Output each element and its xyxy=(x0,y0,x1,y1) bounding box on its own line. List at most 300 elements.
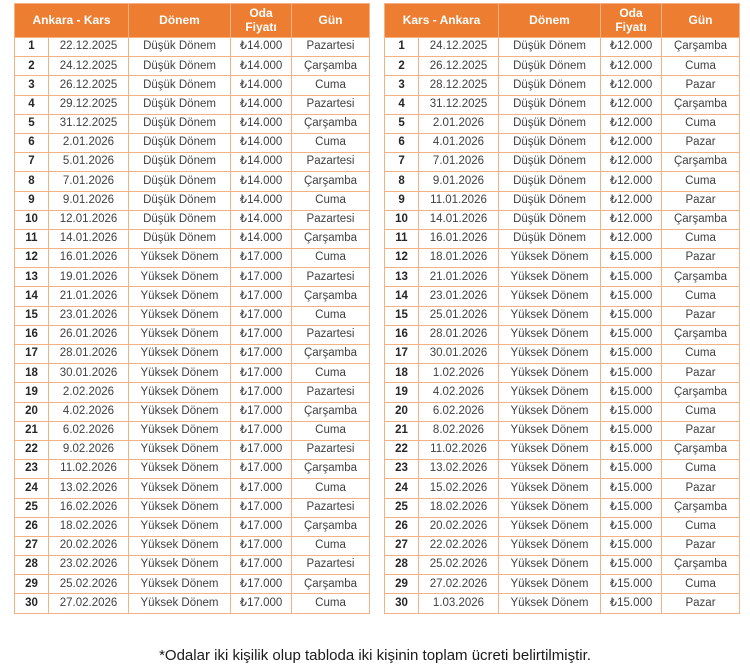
table-row xyxy=(385,479,740,498)
period-cell: Düşük Dönem xyxy=(499,153,601,172)
row-number-cell: 9 xyxy=(385,191,419,210)
day-cell: Cuma xyxy=(292,536,370,555)
price-cell: ₺12.000 xyxy=(601,210,662,229)
day-cell: Çarşamba xyxy=(292,402,370,421)
date-cell: 15.02.2026 xyxy=(419,479,499,498)
date-cell: 25.01.2026 xyxy=(419,306,499,325)
date-cell: 12.01.2026 xyxy=(49,210,129,229)
period-cell: Yüksek Dönem xyxy=(499,517,601,536)
day-cell: Pazar xyxy=(662,191,740,210)
route-header: Ankara - Kars xyxy=(15,4,129,38)
row-number-cell: 14 xyxy=(385,287,419,306)
row-number-cell: 13 xyxy=(15,268,49,287)
table-body xyxy=(15,38,370,614)
period-cell: Yüksek Dönem xyxy=(129,306,231,325)
date-cell: 20.02.2026 xyxy=(419,517,499,536)
row-number-cell: 23 xyxy=(15,460,49,479)
date-cell: 2.02.2026 xyxy=(49,383,129,402)
date-cell: 25.02.2026 xyxy=(49,575,129,594)
date-cell: 26.12.2025 xyxy=(49,76,129,95)
row-number-cell: 25 xyxy=(15,498,49,517)
price-cell: ₺12.000 xyxy=(601,38,662,57)
day-header: Gün xyxy=(662,4,740,38)
day-cell: Pazartesi xyxy=(292,268,370,287)
date-cell: 18.02.2026 xyxy=(49,517,129,536)
day-cell: Çarşamba xyxy=(292,114,370,133)
row-number-cell: 20 xyxy=(15,402,49,421)
price-cell: ₺15.000 xyxy=(601,556,662,575)
table-row xyxy=(385,114,740,133)
row-number-cell: 15 xyxy=(15,306,49,325)
row-number-cell: 12 xyxy=(15,249,49,268)
row-number-cell: 8 xyxy=(385,172,419,191)
date-cell: 26.12.2025 xyxy=(419,57,499,76)
day-cell: Çarşamba xyxy=(662,556,740,575)
day-cell: Pazar xyxy=(662,594,740,613)
period-cell: Düşük Dönem xyxy=(499,229,601,248)
price-cell: ₺12.000 xyxy=(601,133,662,152)
date-cell: 6.02.2026 xyxy=(419,402,499,421)
row-number-cell: 26 xyxy=(15,517,49,536)
period-cell: Yüksek Dönem xyxy=(499,364,601,383)
day-cell: Pazartesi xyxy=(292,210,370,229)
period-cell: Yüksek Dönem xyxy=(499,287,601,306)
price-cell: ₺15.000 xyxy=(601,383,662,402)
table-row xyxy=(15,210,370,229)
table-row xyxy=(15,440,370,459)
day-cell: Pazar xyxy=(662,249,740,268)
day-cell: Çarşamba xyxy=(662,268,740,287)
date-cell: 2.01.2026 xyxy=(419,114,499,133)
day-cell: Pazartesi xyxy=(292,383,370,402)
day-cell: Pazartesi xyxy=(292,95,370,114)
period-cell: Yüksek Dönem xyxy=(129,517,231,536)
row-number-cell: 6 xyxy=(385,133,419,152)
row-number-cell: 29 xyxy=(385,575,419,594)
date-cell: 24.12.2025 xyxy=(49,57,129,76)
price-cell: ₺15.000 xyxy=(601,345,662,364)
row-number-cell: 22 xyxy=(15,440,49,459)
price-cell: ₺15.000 xyxy=(601,249,662,268)
day-cell: Cuma xyxy=(292,306,370,325)
date-cell: 6.02.2026 xyxy=(49,421,129,440)
row-number-cell: 16 xyxy=(385,325,419,344)
row-number-cell: 23 xyxy=(385,460,419,479)
row-number-cell: 21 xyxy=(385,421,419,440)
day-cell: Çarşamba xyxy=(662,153,740,172)
date-cell: 8.02.2026 xyxy=(419,421,499,440)
day-cell: Cuma xyxy=(292,133,370,152)
day-cell: Cuma xyxy=(292,594,370,613)
table-row xyxy=(385,383,740,402)
price-cell: ₺15.000 xyxy=(601,460,662,479)
period-cell: Yüksek Dönem xyxy=(129,536,231,555)
table-row xyxy=(15,38,370,57)
row-number-cell: 15 xyxy=(385,306,419,325)
price-cell: ₺12.000 xyxy=(601,57,662,76)
row-number-cell: 18 xyxy=(385,364,419,383)
table-row xyxy=(15,191,370,210)
period-cell: Yüksek Dönem xyxy=(499,556,601,575)
date-cell: 28.12.2025 xyxy=(419,76,499,95)
price-cell: ₺15.000 xyxy=(601,575,662,594)
route-header: Kars - Ankara xyxy=(385,4,499,38)
day-cell: Cuma xyxy=(662,345,740,364)
table-row xyxy=(15,556,370,575)
period-cell: Yüksek Dönem xyxy=(499,345,601,364)
table-row xyxy=(385,268,740,287)
price-cell: ₺14.000 xyxy=(231,229,292,248)
day-cell: Cuma xyxy=(292,479,370,498)
price-cell: ₺15.000 xyxy=(601,498,662,517)
day-cell: Cuma xyxy=(292,191,370,210)
row-number-cell: 9 xyxy=(15,191,49,210)
row-number-cell: 4 xyxy=(385,95,419,114)
price-cell: ₺15.000 xyxy=(601,287,662,306)
period-cell: Düşük Dönem xyxy=(129,191,231,210)
row-number-cell: 10 xyxy=(15,210,49,229)
table-row xyxy=(15,575,370,594)
row-number-cell: 20 xyxy=(385,402,419,421)
row-number-cell: 30 xyxy=(385,594,419,613)
day-cell: Çarşamba xyxy=(292,229,370,248)
price-cell: ₺17.000 xyxy=(231,383,292,402)
table-row xyxy=(385,57,740,76)
row-number-cell: 19 xyxy=(15,383,49,402)
period-cell: Yüksek Dönem xyxy=(129,325,231,344)
price-cell: ₺15.000 xyxy=(601,421,662,440)
period-cell: Düşük Dönem xyxy=(129,76,231,95)
price-cell: ₺14.000 xyxy=(231,172,292,191)
table-row xyxy=(385,594,740,613)
row-number-cell: 27 xyxy=(15,536,49,555)
table-row xyxy=(15,594,370,613)
day-cell: Pazar xyxy=(662,133,740,152)
price-cell: ₺17.000 xyxy=(231,306,292,325)
price-cell: ₺17.000 xyxy=(231,460,292,479)
period-cell: Yüksek Dönem xyxy=(499,479,601,498)
price-cell: ₺15.000 xyxy=(601,402,662,421)
period-cell: Yüksek Dönem xyxy=(129,268,231,287)
row-number-cell: 8 xyxy=(15,172,49,191)
price-header: Oda Fiyatı xyxy=(601,4,662,38)
row-number-cell: 4 xyxy=(15,95,49,114)
date-cell: 22.12.2025 xyxy=(49,38,129,57)
period-cell: Düşük Dönem xyxy=(129,133,231,152)
period-cell: Düşük Dönem xyxy=(129,153,231,172)
row-number-cell: 6 xyxy=(15,133,49,152)
period-cell: Yüksek Dönem xyxy=(499,440,601,459)
date-cell: 27.02.2026 xyxy=(419,575,499,594)
row-number-cell: 29 xyxy=(15,575,49,594)
day-cell: Pazartesi xyxy=(292,440,370,459)
table-row xyxy=(15,421,370,440)
price-cell: ₺12.000 xyxy=(601,95,662,114)
table-row xyxy=(385,153,740,172)
table-row xyxy=(385,133,740,152)
day-cell: Cuma xyxy=(662,287,740,306)
row-number-cell: 5 xyxy=(15,114,49,133)
date-cell: 1.02.2026 xyxy=(419,364,499,383)
period-cell: Yüksek Dönem xyxy=(129,402,231,421)
date-cell: 27.02.2026 xyxy=(49,594,129,613)
row-number-cell: 10 xyxy=(385,210,419,229)
period-cell: Düşük Dönem xyxy=(129,229,231,248)
table-row xyxy=(385,306,740,325)
price-cell: ₺14.000 xyxy=(231,153,292,172)
period-cell: Yüksek Dönem xyxy=(129,287,231,306)
table-row xyxy=(385,38,740,57)
row-number-cell: 25 xyxy=(385,498,419,517)
period-cell: Yüksek Dönem xyxy=(129,575,231,594)
date-cell: 23.02.2026 xyxy=(49,556,129,575)
table-row xyxy=(385,249,740,268)
period-cell: Yüksek Dönem xyxy=(129,594,231,613)
date-cell: 13.02.2026 xyxy=(49,479,129,498)
price-cell: ₺14.000 xyxy=(231,191,292,210)
period-cell: Düşük Dönem xyxy=(129,38,231,57)
period-cell: Yüksek Dönem xyxy=(499,268,601,287)
date-cell: 14.01.2026 xyxy=(419,210,499,229)
table-row xyxy=(15,249,370,268)
table-row xyxy=(15,498,370,517)
date-cell: 23.01.2026 xyxy=(49,306,129,325)
table-row xyxy=(385,95,740,114)
row-number-cell: 28 xyxy=(385,556,419,575)
price-cell: ₺17.000 xyxy=(231,325,292,344)
row-number-cell: 14 xyxy=(15,287,49,306)
table-row xyxy=(385,76,740,95)
day-cell: Cuma xyxy=(662,172,740,191)
day-cell: Çarşamba xyxy=(662,210,740,229)
day-cell: Pazar xyxy=(662,421,740,440)
period-cell: Yüksek Dönem xyxy=(499,325,601,344)
period-cell: Düşük Dönem xyxy=(129,95,231,114)
day-cell: Cuma xyxy=(662,114,740,133)
day-cell: Cuma xyxy=(292,249,370,268)
price-cell: ₺17.000 xyxy=(231,268,292,287)
price-cell: ₺17.000 xyxy=(231,536,292,555)
day-cell: Cuma xyxy=(662,460,740,479)
period-cell: Düşük Dönem xyxy=(499,114,601,133)
price-cell: ₺15.000 xyxy=(601,594,662,613)
day-header: Gün xyxy=(292,4,370,38)
period-cell: Yüksek Dönem xyxy=(499,460,601,479)
table-row xyxy=(385,287,740,306)
price-cell: ₺17.000 xyxy=(231,594,292,613)
row-number-cell: 3 xyxy=(385,76,419,95)
day-cell: Pazar xyxy=(662,536,740,555)
row-number-cell: 30 xyxy=(15,594,49,613)
period-cell: Yüksek Dönem xyxy=(129,460,231,479)
table-row xyxy=(15,364,370,383)
price-cell: ₺15.000 xyxy=(601,536,662,555)
price-cell: ₺17.000 xyxy=(231,517,292,536)
date-cell: 24.12.2025 xyxy=(419,38,499,57)
row-number-cell: 5 xyxy=(385,114,419,133)
date-cell: 28.01.2026 xyxy=(419,325,499,344)
day-cell: Cuma xyxy=(662,229,740,248)
date-cell: 4.02.2026 xyxy=(419,383,499,402)
period-cell: Yüksek Dönem xyxy=(499,306,601,325)
period-cell: Düşük Dönem xyxy=(499,95,601,114)
day-cell: Çarşamba xyxy=(292,345,370,364)
row-number-cell: 13 xyxy=(385,268,419,287)
period-cell: Düşük Dönem xyxy=(499,210,601,229)
date-cell: 9.01.2026 xyxy=(419,172,499,191)
price-table-kars-ankara xyxy=(384,3,740,614)
date-cell: 9.02.2026 xyxy=(49,440,129,459)
table-row xyxy=(385,191,740,210)
price-cell: ₺15.000 xyxy=(601,517,662,536)
row-number-cell: 11 xyxy=(385,229,419,248)
table-row xyxy=(15,172,370,191)
date-cell: 2.01.2026 xyxy=(49,133,129,152)
date-cell: 4.01.2026 xyxy=(419,133,499,152)
date-cell: 18.01.2026 xyxy=(419,249,499,268)
period-cell: Yüksek Dönem xyxy=(129,479,231,498)
period-cell: Yüksek Dönem xyxy=(499,536,601,555)
period-cell: Yüksek Dönem xyxy=(499,402,601,421)
table-row xyxy=(15,536,370,555)
price-cell: ₺14.000 xyxy=(231,76,292,95)
period-cell: Düşük Dönem xyxy=(499,191,601,210)
day-cell: Pazar xyxy=(662,76,740,95)
date-cell: 16.01.2026 xyxy=(419,229,499,248)
period-cell: Düşük Dönem xyxy=(129,210,231,229)
price-cell: ₺15.000 xyxy=(601,440,662,459)
price-cell: ₺17.000 xyxy=(231,556,292,575)
period-cell: Yüksek Dönem xyxy=(499,421,601,440)
period-cell: Düşük Dönem xyxy=(499,172,601,191)
row-number-cell: 1 xyxy=(385,38,419,57)
table-row xyxy=(385,556,740,575)
period-cell: Düşük Dönem xyxy=(499,133,601,152)
price-cell: ₺17.000 xyxy=(231,479,292,498)
day-cell: Çarşamba xyxy=(662,498,740,517)
price-cell: ₺12.000 xyxy=(601,114,662,133)
price-cell: ₺15.000 xyxy=(601,268,662,287)
date-cell: 29.12.2025 xyxy=(49,95,129,114)
price-cell: ₺17.000 xyxy=(231,498,292,517)
table-row xyxy=(385,172,740,191)
date-cell: 5.01.2026 xyxy=(49,153,129,172)
date-cell: 28.01.2026 xyxy=(49,345,129,364)
row-number-cell: 11 xyxy=(15,229,49,248)
table-row xyxy=(385,402,740,421)
row-number-cell: 16 xyxy=(15,325,49,344)
date-cell: 1.03.2026 xyxy=(419,594,499,613)
day-cell: Pazartesi xyxy=(292,153,370,172)
price-cell: ₺12.000 xyxy=(601,191,662,210)
price-header: Oda Fiyatı xyxy=(231,4,292,38)
date-cell: 18.02.2026 xyxy=(419,498,499,517)
price-cell: ₺17.000 xyxy=(231,249,292,268)
period-cell: Yüksek Dönem xyxy=(129,249,231,268)
table-row xyxy=(15,229,370,248)
table-row xyxy=(15,402,370,421)
period-cell: Yüksek Dönem xyxy=(129,345,231,364)
day-cell: Çarşamba xyxy=(662,325,740,344)
row-number-cell: 22 xyxy=(385,440,419,459)
price-cell: ₺15.000 xyxy=(601,325,662,344)
price-cell: ₺17.000 xyxy=(231,421,292,440)
day-cell: Cuma xyxy=(292,421,370,440)
price-cell: ₺12.000 xyxy=(601,153,662,172)
period-cell: Yüksek Dönem xyxy=(129,364,231,383)
date-cell: 31.12.2025 xyxy=(49,114,129,133)
price-cell: ₺15.000 xyxy=(601,364,662,383)
price-cell: ₺14.000 xyxy=(231,210,292,229)
price-cell: ₺12.000 xyxy=(601,229,662,248)
row-number-cell: 12 xyxy=(385,249,419,268)
table-row xyxy=(15,479,370,498)
day-cell: Cuma xyxy=(292,364,370,383)
date-cell: 19.01.2026 xyxy=(49,268,129,287)
period-cell: Düşük Dönem xyxy=(499,76,601,95)
day-cell: Cuma xyxy=(662,575,740,594)
footnote-text: *Odalar iki kişilik olup tabloda iki kişinin toplam ücreti belirtilmiştir. xyxy=(159,647,591,664)
date-cell: 26.01.2026 xyxy=(49,325,129,344)
price-cell: ₺14.000 xyxy=(231,95,292,114)
day-cell: Çarşamba xyxy=(292,460,370,479)
period-cell: Yüksek Dönem xyxy=(499,594,601,613)
day-cell: Pazartesi xyxy=(292,38,370,57)
price-cell: ₺17.000 xyxy=(231,440,292,459)
date-cell: 11.01.2026 xyxy=(419,191,499,210)
day-cell: Cuma xyxy=(662,517,740,536)
row-number-cell: 28 xyxy=(15,556,49,575)
period-cell: Düşük Dönem xyxy=(499,38,601,57)
price-cell: ₺15.000 xyxy=(601,306,662,325)
period-cell: Düşük Dönem xyxy=(129,57,231,76)
table-row xyxy=(15,76,370,95)
date-cell: 21.01.2026 xyxy=(419,268,499,287)
date-cell: 21.01.2026 xyxy=(49,287,129,306)
table-row xyxy=(385,364,740,383)
table-header xyxy=(15,4,370,38)
period-cell: Yüksek Dönem xyxy=(129,421,231,440)
table-row xyxy=(385,325,740,344)
row-number-cell: 17 xyxy=(385,345,419,364)
table-row xyxy=(15,306,370,325)
row-number-cell: 27 xyxy=(385,536,419,555)
day-cell: Pazar xyxy=(662,364,740,383)
price-cell: ₺14.000 xyxy=(231,133,292,152)
row-number-cell: 1 xyxy=(15,38,49,57)
day-cell: Çarşamba xyxy=(662,383,740,402)
table-row xyxy=(385,229,740,248)
date-cell: 11.02.2026 xyxy=(419,440,499,459)
date-cell: 31.12.2025 xyxy=(419,95,499,114)
period-header: Dönem xyxy=(129,4,231,38)
day-cell: Cuma xyxy=(662,57,740,76)
row-number-cell: 24 xyxy=(385,479,419,498)
row-number-cell: 2 xyxy=(385,57,419,76)
table-row xyxy=(15,345,370,364)
price-cell: ₺14.000 xyxy=(231,57,292,76)
day-cell: Çarşamba xyxy=(292,57,370,76)
table-row xyxy=(15,517,370,536)
table-row xyxy=(15,268,370,287)
day-cell: Cuma xyxy=(292,76,370,95)
row-number-cell: 26 xyxy=(385,517,419,536)
table-row xyxy=(385,536,740,555)
day-cell: Pazar xyxy=(662,479,740,498)
date-cell: 4.02.2026 xyxy=(49,402,129,421)
date-cell: 22.02.2026 xyxy=(419,536,499,555)
table-row xyxy=(385,498,740,517)
